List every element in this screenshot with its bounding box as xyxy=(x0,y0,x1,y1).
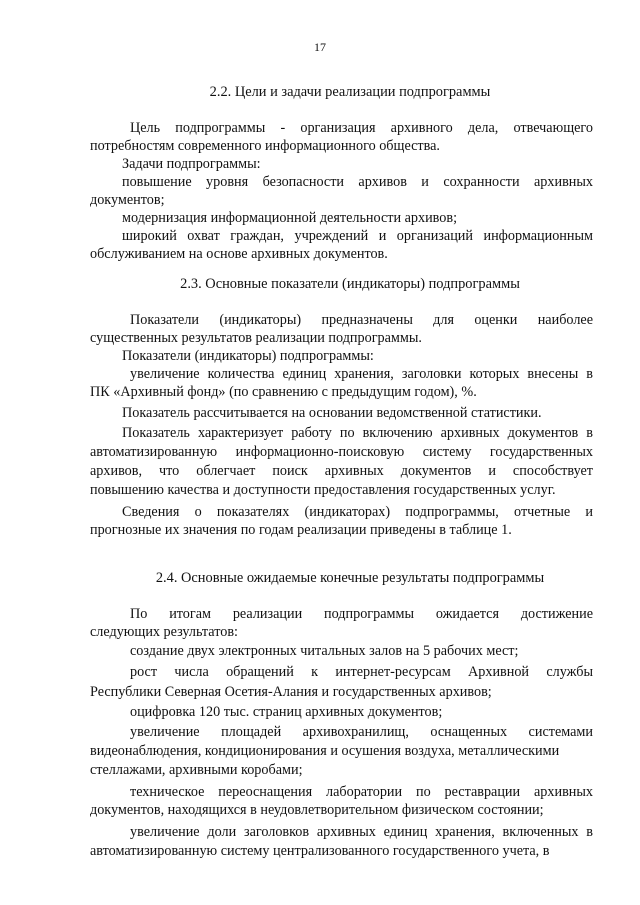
paragraph-line: существенных результатов реализации подпрограммы. xyxy=(90,330,422,346)
section-2-2-heading: 2.2. Цели и задачи реализации подпрограммы xyxy=(209,84,491,100)
paragraph-line: Цель подпрограммы - организация архивного дела, отвечающего xyxy=(130,120,593,136)
paragraph-line: архивов, что облегчает поиск архивных документов и способствует xyxy=(90,463,593,479)
paragraph-line: автоматизированную систему централизованного государственного учета, в xyxy=(90,843,550,859)
section-2-3-heading: 2.3. Основные показатели (индикаторы) подпрограммы xyxy=(180,276,520,292)
paragraph-line: Показатель характеризует работу по включению архивных документов в xyxy=(122,425,593,441)
paragraph-line: автоматизированную информационно-поисковую систему государственных xyxy=(90,444,593,460)
paragraph-line: Республики Северная Осетия-Алания и государственных архивов; xyxy=(90,684,492,700)
paragraph-line: увеличение доли заголовков архивных единиц хранения, включенных в xyxy=(130,824,593,840)
paragraph-line: прогнозные их значения по годам реализации приведены в таблице 1. xyxy=(90,522,512,538)
paragraph-line: документов, находящихся в неудовлетворительном физическом состоянии; xyxy=(90,802,544,818)
page-number: 17 xyxy=(314,40,326,54)
paragraph-line: документов; xyxy=(90,192,165,208)
section-2-4-heading: 2.4. Основные ожидаемые конечные результаты подпрограммы xyxy=(155,570,545,586)
paragraph-line: Показатели (индикаторы) предназначены для оценки наиболее xyxy=(130,312,593,328)
paragraph-line: увеличение площадей архивохранилищ, оснащенных системами xyxy=(130,724,593,740)
paragraph-line: повышению качества и доступности предоставления государственных услуг. xyxy=(90,482,556,498)
paragraph-line: Задачи подпрограммы: xyxy=(122,156,261,172)
paragraph-line: видеонаблюдения, кондиционирования и осушения воздуха, металлическими xyxy=(90,743,560,759)
paragraph-line: создание двух электронных читальных залов на 5 рабочих мест; xyxy=(130,643,519,659)
paragraph-line: Сведения о показателях (индикаторах) подпрограммы, отчетные и xyxy=(122,504,593,520)
paragraph-line: Показатели (индикаторы) подпрограммы: xyxy=(122,348,374,364)
paragraph-line: По итогам реализации подпрограммы ожидается достижение xyxy=(130,606,593,622)
paragraph-line: широкий охват граждан, учреждений и организаций информационным xyxy=(122,228,593,244)
paragraph-line: оцифровка 120 тыс. страниц архивных документов; xyxy=(130,704,443,720)
paragraph-line: ПК «Архивный фонд» (по сравнению с предыдущим годом), %. xyxy=(90,384,477,400)
paragraph-line: техническое переоснащения лаборатории по реставрации архивных xyxy=(130,784,593,800)
paragraph-line: следующих результатов: xyxy=(90,624,238,640)
paragraph-line: стеллажами, архивными коробами; xyxy=(90,762,303,778)
paragraph-line: обслуживанием на основе архивных документов. xyxy=(90,246,388,262)
paragraph-line: увеличение количества единиц хранения, заголовки которых внесены в xyxy=(130,366,593,382)
paragraph-line: повышение уровня безопасности архивов и сохранности архивных xyxy=(122,174,593,190)
paragraph-line: Показатель рассчитывается на основании ведомственной статистики. xyxy=(122,405,542,421)
paragraph-line: модернизация информационной деятельности архивов; xyxy=(122,210,458,226)
paragraph-line: рост числа обращений к интернет-ресурсам Архивной службы xyxy=(130,664,593,680)
paragraph-line: потребностям современного информационного общества. xyxy=(90,138,440,154)
